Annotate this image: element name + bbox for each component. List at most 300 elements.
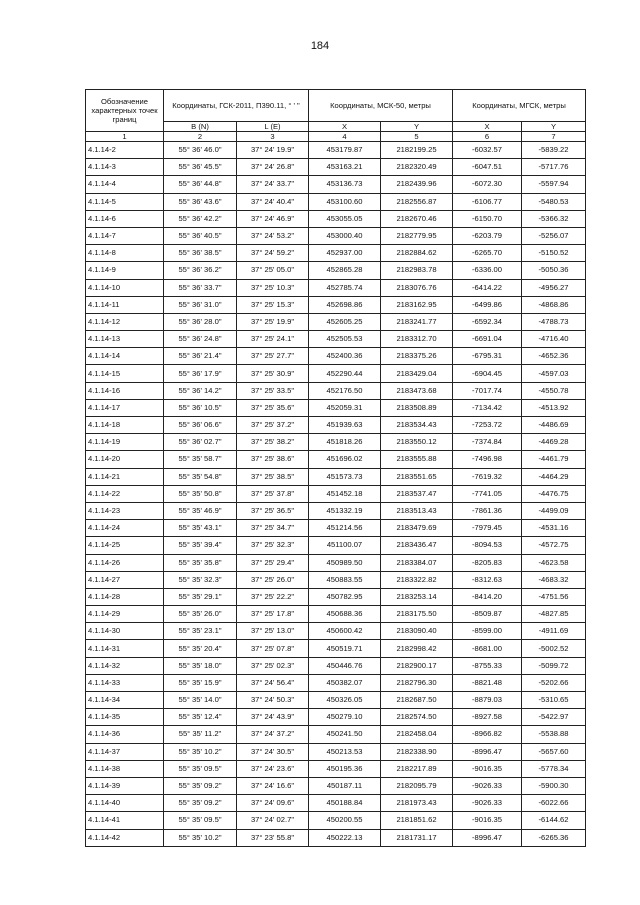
msk-y-cell: 2183551.65 — [381, 468, 453, 485]
latitude-cell: 55° 35' 43.1" — [164, 520, 237, 537]
mgsk-x-cell: -7374.84 — [453, 434, 522, 451]
mgsk-x-cell: -6047.51 — [453, 159, 522, 176]
latitude-cell: 55° 36' 40.5" — [164, 227, 237, 244]
mgsk-x-cell: -9016.35 — [453, 760, 522, 777]
table-row — [86, 571, 586, 588]
msk-y-cell: 2182687.50 — [381, 692, 453, 709]
mgsk-x-cell: -8681.00 — [453, 640, 522, 657]
point-id-cell: 4.1.14-3 — [86, 159, 164, 176]
table-row — [86, 382, 586, 399]
table-row — [86, 365, 586, 382]
mgsk-y-cell: -5597.94 — [522, 176, 586, 193]
table-row — [86, 760, 586, 777]
mgsk-x-cell: -6592.34 — [453, 313, 522, 330]
table-row — [86, 692, 586, 709]
longitude-cell: 37° 23' 55.8" — [237, 829, 309, 846]
point-id-cell: 4.1.14-21 — [86, 468, 164, 485]
table-row — [86, 743, 586, 760]
msk-x-cell: 450187.11 — [309, 777, 381, 794]
msk-y-cell: 2183253.14 — [381, 588, 453, 605]
mgsk-y-cell: -5480.53 — [522, 193, 586, 210]
msk-y-cell: 2183090.40 — [381, 623, 453, 640]
mgsk-y-cell: -5900.30 — [522, 777, 586, 794]
longitude-cell: 37° 25' 32.3" — [237, 537, 309, 554]
msk-y-cell: 2182458.04 — [381, 726, 453, 743]
point-id-cell: 4.1.14-23 — [86, 502, 164, 519]
longitude-cell: 37° 25' 05.0" — [237, 262, 309, 279]
latitude-cell: 55° 35' 09.2" — [164, 777, 237, 794]
table-row — [86, 176, 586, 193]
msk-x-cell: 452059.31 — [309, 399, 381, 416]
msk-x-cell: 450519.71 — [309, 640, 381, 657]
msk-x-cell: 452400.36 — [309, 348, 381, 365]
latitude-cell: 55° 36' 46.0" — [164, 142, 237, 159]
latitude-cell: 55° 35' 23.1" — [164, 623, 237, 640]
mgsk-y-cell: -4716.40 — [522, 331, 586, 348]
mgsk-y-cell: -4461.79 — [522, 451, 586, 468]
point-id-cell: 4.1.14-18 — [86, 417, 164, 434]
msk-x-cell: 452937.00 — [309, 245, 381, 262]
latitude-cell: 55° 36' 43.6" — [164, 193, 237, 210]
point-id-cell: 4.1.14-15 — [86, 365, 164, 382]
latitude-cell: 55° 35' 58.7" — [164, 451, 237, 468]
msk-y-cell: 2182338.90 — [381, 743, 453, 760]
msk-x-cell: 450782.95 — [309, 588, 381, 605]
point-id-cell: 4.1.14-20 — [86, 451, 164, 468]
mgsk-y-cell: -4911.69 — [522, 623, 586, 640]
table-row — [86, 331, 586, 348]
table-row — [86, 502, 586, 519]
mgsk-x-cell: -8755.33 — [453, 657, 522, 674]
mgsk-x-cell: -8509.87 — [453, 606, 522, 623]
table-row — [86, 279, 586, 296]
msk-y-cell: 2183076.76 — [381, 279, 453, 296]
header-mgsk-x: X — [453, 122, 522, 132]
header-mgsk-y: Y — [522, 122, 586, 132]
latitude-cell: 55° 36' 38.5" — [164, 245, 237, 262]
mgsk-y-cell: -4868.86 — [522, 296, 586, 313]
mgsk-y-cell: -4531.16 — [522, 520, 586, 537]
mgsk-y-cell: -4652.36 — [522, 348, 586, 365]
latitude-cell: 55° 36' 02.7" — [164, 434, 237, 451]
longitude-cell: 37° 25' 38.2" — [237, 434, 309, 451]
latitude-cell: 55° 35' 10.2" — [164, 743, 237, 760]
mgsk-x-cell: -8996.47 — [453, 743, 522, 760]
mgsk-x-cell: -8821.48 — [453, 674, 522, 691]
mgsk-y-cell: -5150.52 — [522, 245, 586, 262]
latitude-cell: 55° 35' 20.4" — [164, 640, 237, 657]
point-id-cell: 4.1.14-2 — [86, 142, 164, 159]
mgsk-y-cell: -4469.28 — [522, 434, 586, 451]
table-body — [86, 142, 586, 847]
latitude-cell: 55° 35' 39.4" — [164, 537, 237, 554]
point-id-cell: 4.1.14-6 — [86, 210, 164, 227]
mgsk-y-cell: -6022.66 — [522, 795, 586, 812]
mgsk-x-cell: -8414.20 — [453, 588, 522, 605]
mgsk-y-cell: -4464.29 — [522, 468, 586, 485]
mgsk-y-cell: -5366.32 — [522, 210, 586, 227]
msk-y-cell: 2183436.47 — [381, 537, 453, 554]
msk-x-cell: 451696.02 — [309, 451, 381, 468]
table-row — [86, 777, 586, 794]
point-id-cell: 4.1.14-38 — [86, 760, 164, 777]
msk-x-cell: 451818.26 — [309, 434, 381, 451]
msk-x-cell: 452865.28 — [309, 262, 381, 279]
latitude-cell: 55° 36' 14.2" — [164, 382, 237, 399]
mgsk-x-cell: -6904.45 — [453, 365, 522, 382]
longitude-cell: 37° 25' 34.7" — [237, 520, 309, 537]
latitude-cell: 55° 35' 54.8" — [164, 468, 237, 485]
longitude-cell: 37° 24' 53.2" — [237, 227, 309, 244]
latitude-cell: 55° 36' 33.7" — [164, 279, 237, 296]
mgsk-x-cell: -8966.82 — [453, 726, 522, 743]
longitude-cell: 37° 25' 02.3" — [237, 657, 309, 674]
longitude-cell: 37° 25' 36.5" — [237, 502, 309, 519]
mgsk-x-cell: -7253.72 — [453, 417, 522, 434]
longitude-cell: 37° 24' 56.4" — [237, 674, 309, 691]
table-row — [86, 537, 586, 554]
longitude-cell: 37° 25' 24.1" — [237, 331, 309, 348]
table-row — [86, 434, 586, 451]
table-row — [86, 588, 586, 605]
msk-y-cell: 2182095.79 — [381, 777, 453, 794]
header-designation: Обозначение характерных точек границ — [86, 90, 164, 132]
mgsk-x-cell: -7134.42 — [453, 399, 522, 416]
table-row — [86, 451, 586, 468]
msk-y-cell: 2182217.89 — [381, 760, 453, 777]
msk-y-cell: 2183550.12 — [381, 434, 453, 451]
table-row — [86, 417, 586, 434]
msk-y-cell: 2181851.62 — [381, 812, 453, 829]
point-id-cell: 4.1.14-7 — [86, 227, 164, 244]
coordinates-table — [85, 89, 586, 847]
table-row — [86, 606, 586, 623]
msk-y-cell: 2182998.42 — [381, 640, 453, 657]
msk-x-cell: 451100.07 — [309, 537, 381, 554]
table-row — [86, 159, 586, 176]
table-row — [86, 399, 586, 416]
msk-x-cell: 451939.63 — [309, 417, 381, 434]
point-id-cell: 4.1.14-33 — [86, 674, 164, 691]
table-row — [86, 640, 586, 657]
mgsk-x-cell: -6265.70 — [453, 245, 522, 262]
longitude-cell: 37° 25' 26.0" — [237, 571, 309, 588]
table-row — [86, 485, 586, 502]
latitude-cell: 55° 36' 06.6" — [164, 417, 237, 434]
longitude-cell: 37° 25' 35.6" — [237, 399, 309, 416]
mgsk-x-cell: -8205.83 — [453, 554, 522, 571]
msk-y-cell: 2183375.26 — [381, 348, 453, 365]
latitude-cell: 55° 35' 09.5" — [164, 812, 237, 829]
msk-y-cell: 2183555.88 — [381, 451, 453, 468]
msk-y-cell: 2182983.78 — [381, 262, 453, 279]
longitude-cell: 37° 24' 30.5" — [237, 743, 309, 760]
latitude-cell: 55° 35' 11.2" — [164, 726, 237, 743]
mgsk-x-cell: -8927.58 — [453, 709, 522, 726]
column-number: 7 — [522, 132, 586, 142]
mgsk-y-cell: -5050.36 — [522, 262, 586, 279]
page-number: 184 — [310, 40, 330, 52]
mgsk-y-cell: -4788.73 — [522, 313, 586, 330]
mgsk-y-cell: -4499.09 — [522, 502, 586, 519]
table-row — [86, 193, 586, 210]
column-number: 3 — [237, 132, 309, 142]
longitude-cell: 37° 25' 29.4" — [237, 554, 309, 571]
longitude-cell: 37° 25' 33.5" — [237, 382, 309, 399]
longitude-cell: 37° 24' 40.4" — [237, 193, 309, 210]
table-row — [86, 709, 586, 726]
mgsk-y-cell: -4827.85 — [522, 606, 586, 623]
mgsk-x-cell: -6795.31 — [453, 348, 522, 365]
longitude-cell: 37° 24' 09.6" — [237, 795, 309, 812]
longitude-cell: 37° 25' 27.7" — [237, 348, 309, 365]
msk-y-cell: 2182556.87 — [381, 193, 453, 210]
msk-y-cell: 2183479.69 — [381, 520, 453, 537]
point-id-cell: 4.1.14-13 — [86, 331, 164, 348]
mgsk-x-cell: -6032.57 — [453, 142, 522, 159]
msk-x-cell: 453100.60 — [309, 193, 381, 210]
latitude-cell: 55° 36' 42.2" — [164, 210, 237, 227]
mgsk-x-cell: -7496.98 — [453, 451, 522, 468]
mgsk-y-cell: -4597.03 — [522, 365, 586, 382]
latitude-cell: 55° 36' 28.0" — [164, 313, 237, 330]
msk-y-cell: 2182320.49 — [381, 159, 453, 176]
mgsk-y-cell: -6265.36 — [522, 829, 586, 846]
mgsk-x-cell: -6414.22 — [453, 279, 522, 296]
point-id-cell: 4.1.14-22 — [86, 485, 164, 502]
table-row — [86, 313, 586, 330]
point-id-cell: 4.1.14-5 — [86, 193, 164, 210]
msk-x-cell: 451452.18 — [309, 485, 381, 502]
latitude-cell: 55° 36' 44.8" — [164, 176, 237, 193]
msk-x-cell: 452505.53 — [309, 331, 381, 348]
msk-y-cell: 2182439.96 — [381, 176, 453, 193]
msk-y-cell: 2183429.04 — [381, 365, 453, 382]
mgsk-x-cell: -9026.33 — [453, 795, 522, 812]
longitude-cell: 37° 25' 37.2" — [237, 417, 309, 434]
longitude-cell: 37° 24' 33.7" — [237, 176, 309, 193]
latitude-cell: 55° 35' 10.2" — [164, 829, 237, 846]
latitude-cell: 55° 35' 46.9" — [164, 502, 237, 519]
mgsk-x-cell: -8996.47 — [453, 829, 522, 846]
msk-y-cell: 2183241.77 — [381, 313, 453, 330]
point-id-cell: 4.1.14-39 — [86, 777, 164, 794]
point-id-cell: 4.1.14-9 — [86, 262, 164, 279]
msk-y-cell: 2181731.17 — [381, 829, 453, 846]
mgsk-y-cell: -4623.58 — [522, 554, 586, 571]
table-row — [86, 227, 586, 244]
msk-x-cell: 453136.73 — [309, 176, 381, 193]
latitude-cell: 55° 35' 35.8" — [164, 554, 237, 571]
header-msk: Координаты, МСК-50, метры — [309, 90, 453, 122]
mgsk-y-cell: -5256.07 — [522, 227, 586, 244]
table-row — [86, 726, 586, 743]
msk-x-cell: 450195.36 — [309, 760, 381, 777]
msk-x-cell: 450188.84 — [309, 795, 381, 812]
latitude-cell: 55° 35' 14.0" — [164, 692, 237, 709]
longitude-cell: 37° 24' 26.8" — [237, 159, 309, 176]
table-row — [86, 245, 586, 262]
mgsk-y-cell: -4486.69 — [522, 417, 586, 434]
longitude-cell: 37° 24' 23.6" — [237, 760, 309, 777]
mgsk-y-cell: -4550.78 — [522, 382, 586, 399]
latitude-cell: 55° 35' 29.1" — [164, 588, 237, 605]
longitude-cell: 37° 25' 37.8" — [237, 485, 309, 502]
point-id-cell: 4.1.14-31 — [86, 640, 164, 657]
point-id-cell: 4.1.14-27 — [86, 571, 164, 588]
column-number: 2 — [164, 132, 237, 142]
mgsk-y-cell: -5002.52 — [522, 640, 586, 657]
msk-y-cell: 2183473.68 — [381, 382, 453, 399]
msk-x-cell: 450446.76 — [309, 657, 381, 674]
point-id-cell: 4.1.14-26 — [86, 554, 164, 571]
table-row — [86, 348, 586, 365]
latitude-cell: 55° 35' 09.5" — [164, 760, 237, 777]
mgsk-y-cell: -5778.34 — [522, 760, 586, 777]
point-id-cell: 4.1.14-17 — [86, 399, 164, 416]
point-id-cell: 4.1.14-37 — [86, 743, 164, 760]
latitude-cell: 55° 36' 21.4" — [164, 348, 237, 365]
mgsk-x-cell: -6336.00 — [453, 262, 522, 279]
mgsk-x-cell: -8599.00 — [453, 623, 522, 640]
table-row — [86, 795, 586, 812]
header-msk-x: X — [309, 122, 381, 132]
msk-y-cell: 2183508.89 — [381, 399, 453, 416]
table-row — [86, 812, 586, 829]
mgsk-y-cell: -5310.65 — [522, 692, 586, 709]
mgsk-y-cell: -6144.62 — [522, 812, 586, 829]
msk-x-cell: 450326.05 — [309, 692, 381, 709]
msk-x-cell: 453000.40 — [309, 227, 381, 244]
longitude-cell: 37° 25' 07.8" — [237, 640, 309, 657]
point-id-cell: 4.1.14-34 — [86, 692, 164, 709]
point-id-cell: 4.1.14-35 — [86, 709, 164, 726]
latitude-cell: 55° 35' 12.4" — [164, 709, 237, 726]
mgsk-x-cell: -6203.79 — [453, 227, 522, 244]
msk-y-cell: 2181973.43 — [381, 795, 453, 812]
mgsk-y-cell: -5717.76 — [522, 159, 586, 176]
msk-x-cell: 452290.44 — [309, 365, 381, 382]
msk-x-cell: 450241.50 — [309, 726, 381, 743]
point-id-cell: 4.1.14-29 — [86, 606, 164, 623]
mgsk-y-cell: -5099.72 — [522, 657, 586, 674]
point-id-cell: 4.1.14-41 — [86, 812, 164, 829]
longitude-cell: 37° 24' 02.7" — [237, 812, 309, 829]
msk-x-cell: 450279.10 — [309, 709, 381, 726]
longitude-cell: 37° 25' 30.9" — [237, 365, 309, 382]
point-id-cell: 4.1.14-8 — [86, 245, 164, 262]
latitude-cell: 55° 35' 18.0" — [164, 657, 237, 674]
mgsk-y-cell: -5538.88 — [522, 726, 586, 743]
mgsk-x-cell: -9016.35 — [453, 812, 522, 829]
table-row — [86, 657, 586, 674]
longitude-cell: 37° 25' 10.3" — [237, 279, 309, 296]
msk-y-cell: 2182796.30 — [381, 674, 453, 691]
mgsk-x-cell: -6072.30 — [453, 176, 522, 193]
mgsk-x-cell: -7741.05 — [453, 485, 522, 502]
latitude-cell: 55° 35' 32.3" — [164, 571, 237, 588]
latitude-cell: 55° 35' 50.8" — [164, 485, 237, 502]
longitude-cell: 37° 25' 17.8" — [237, 606, 309, 623]
header-l: L (E) — [237, 122, 309, 132]
msk-x-cell: 450600.42 — [309, 623, 381, 640]
point-id-cell: 4.1.14-19 — [86, 434, 164, 451]
msk-x-cell: 451214.56 — [309, 520, 381, 537]
table-row — [86, 468, 586, 485]
mgsk-x-cell: -7979.45 — [453, 520, 522, 537]
msk-y-cell: 2182574.50 — [381, 709, 453, 726]
msk-y-cell: 2182670.46 — [381, 210, 453, 227]
msk-y-cell: 2183162.95 — [381, 296, 453, 313]
msk-x-cell: 450213.53 — [309, 743, 381, 760]
latitude-cell: 55° 36' 31.0" — [164, 296, 237, 313]
header-msk-y: Y — [381, 122, 453, 132]
msk-x-cell: 451332.19 — [309, 502, 381, 519]
msk-y-cell: 2183322.82 — [381, 571, 453, 588]
point-id-cell: 4.1.14-11 — [86, 296, 164, 313]
mgsk-y-cell: -4683.32 — [522, 571, 586, 588]
point-id-cell: 4.1.14-14 — [86, 348, 164, 365]
point-id-cell: 4.1.14-28 — [86, 588, 164, 605]
mgsk-x-cell: -8312.63 — [453, 571, 522, 588]
msk-x-cell: 450382.07 — [309, 674, 381, 691]
msk-x-cell: 452176.50 — [309, 382, 381, 399]
msk-x-cell: 453055.05 — [309, 210, 381, 227]
mgsk-y-cell: -5422.97 — [522, 709, 586, 726]
mgsk-y-cell: -5839.22 — [522, 142, 586, 159]
table-row — [86, 829, 586, 846]
column-number: 6 — [453, 132, 522, 142]
msk-x-cell: 450688.36 — [309, 606, 381, 623]
point-id-cell: 4.1.14-30 — [86, 623, 164, 640]
header-b: B (N) — [164, 122, 237, 132]
msk-y-cell: 2182199.25 — [381, 142, 453, 159]
mgsk-x-cell: -6150.70 — [453, 210, 522, 227]
msk-x-cell: 450200.55 — [309, 812, 381, 829]
column-number: 5 — [381, 132, 453, 142]
latitude-cell: 55° 36' 24.8" — [164, 331, 237, 348]
mgsk-x-cell: -7017.74 — [453, 382, 522, 399]
mgsk-y-cell: -4572.75 — [522, 537, 586, 554]
longitude-cell: 37° 24' 43.9" — [237, 709, 309, 726]
mgsk-x-cell: -6106.77 — [453, 193, 522, 210]
point-id-cell: 4.1.14-16 — [86, 382, 164, 399]
mgsk-y-cell: -5657.60 — [522, 743, 586, 760]
msk-y-cell: 2183534.43 — [381, 417, 453, 434]
table-row — [86, 142, 586, 159]
longitude-cell: 37° 25' 19.9" — [237, 313, 309, 330]
msk-x-cell: 450989.50 — [309, 554, 381, 571]
msk-y-cell: 2182884.62 — [381, 245, 453, 262]
longitude-cell: 37° 25' 38.5" — [237, 468, 309, 485]
msk-x-cell: 453163.21 — [309, 159, 381, 176]
point-id-cell: 4.1.14-40 — [86, 795, 164, 812]
longitude-cell: 37° 24' 16.6" — [237, 777, 309, 794]
msk-x-cell: 452785.74 — [309, 279, 381, 296]
longitude-cell: 37° 25' 13.0" — [237, 623, 309, 640]
table-row — [86, 520, 586, 537]
point-id-cell: 4.1.14-25 — [86, 537, 164, 554]
mgsk-x-cell: -8094.53 — [453, 537, 522, 554]
msk-x-cell: 451573.73 — [309, 468, 381, 485]
table-row — [86, 674, 586, 691]
point-id-cell: 4.1.14-36 — [86, 726, 164, 743]
msk-y-cell: 2182779.95 — [381, 227, 453, 244]
latitude-cell: 55° 35' 15.9" — [164, 674, 237, 691]
mgsk-x-cell: -9026.33 — [453, 777, 522, 794]
msk-x-cell: 450883.55 — [309, 571, 381, 588]
table-row — [86, 210, 586, 227]
